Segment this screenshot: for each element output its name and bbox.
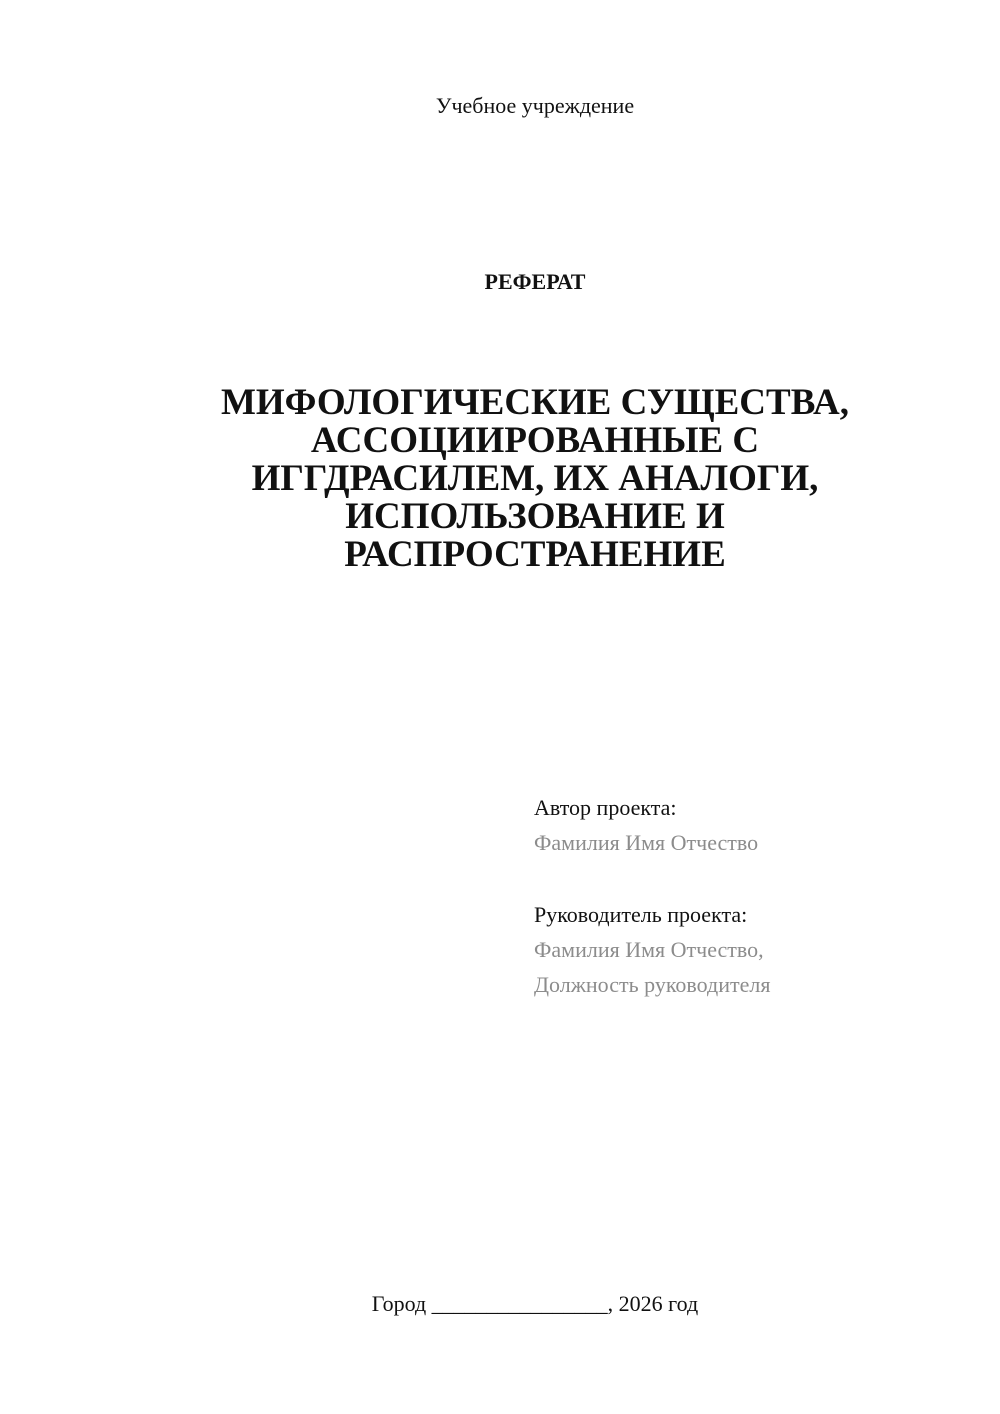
city-year-line: Город ________________, 2026 год <box>371 1291 699 1316</box>
supervisor-label: Руководитель проекта: <box>534 902 748 927</box>
spacer <box>534 860 974 897</box>
document-type: РЕФЕРАТ <box>484 269 586 294</box>
author-name-placeholder: Фамилия Имя Отчество <box>534 830 759 855</box>
supervisor-position-placeholder: Должность руководителя <box>534 972 771 997</box>
document-title <box>0 384 1000 574</box>
institution-name: Учебное учреждение <box>435 93 635 118</box>
title-line: МИФОЛОГИЧЕСКИЕ СУЩЕСТВА, <box>220 382 850 423</box>
author-label: Автор проекта: <box>534 795 677 820</box>
authors-block <box>534 790 974 1002</box>
supervisor-name-placeholder: Фамилия Имя Отчество, <box>534 937 764 962</box>
title-line: АССОЦИИРОВАННЫЕ С <box>310 420 760 461</box>
title-line: ИГГДРАСИЛЕМ, ИХ АНАЛОГИ, <box>251 458 819 499</box>
title-line: РАСПРОСТРАНЕНИЕ <box>344 534 726 575</box>
title-line: ИСПОЛЬЗОВАНИЕ И <box>345 496 725 537</box>
